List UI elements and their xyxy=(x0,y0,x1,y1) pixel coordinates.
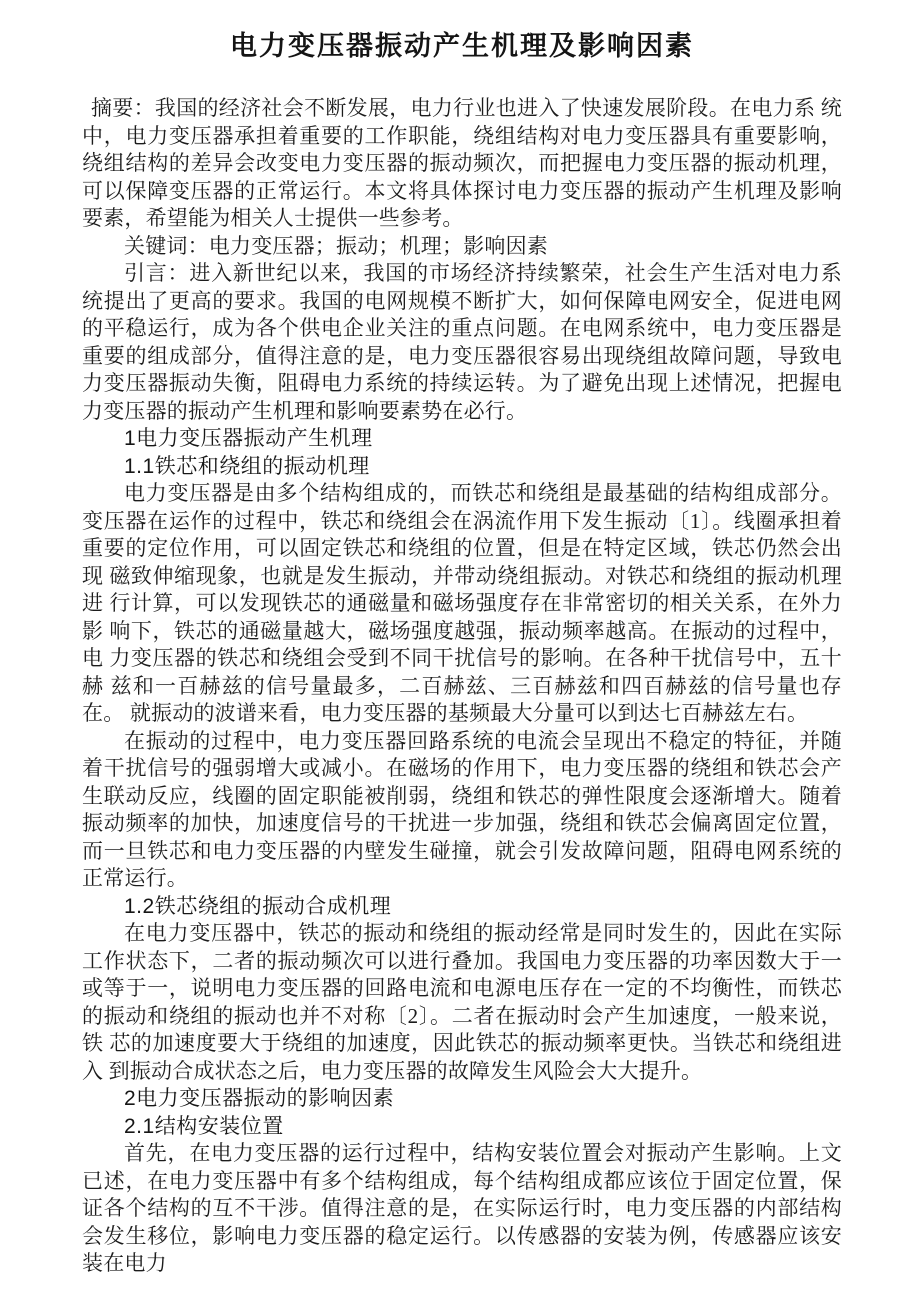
paragraph-introduction: 引言：进入新世纪以来，我国的市场经济持续繁荣，社会生产生活对电力系 统提出了更高的要求。我国的电网规模不断扩大，如何保障电网安全，促进电网 的平稳运行，成为各个供电企业关注的重点问题。在电网系统中，电力变压器是 重要的组成部分，值得注意的是，电力变压器很容易出现绕组故障问题，导致电 力变压器振动失衡，阻碍电力系统的持续运转。为了避免出现上述情况，把握电 力变压器的振动产生机理和影响要素势在必行。 xyxy=(82,261,842,423)
paragraph-vibration-synthesis: 在电力变压器中，铁芯的振动和绕组的振动经常是同时发生的，因此在实际 工作状态下，二者的振动频次可以进行叠加。我国电力变压器的功率因数大于一 或等于一，说明电力变压器的回路电流和电源电压存在一定的不均衡性，而铁芯 的振动和绕组的振动也并不对称〔2〕。二者在振动时会产生加速度，一般来说，铁 芯的加速度要大于绕组的加速度，因此铁芯的振动频率更快。当铁芯和绕组进入 到振动合成状态之后，电力变压器的故障发生风险会大大提升。 xyxy=(82,921,842,1083)
paragraph-core-winding-vibration: 电力变压器是由多个结构组成的，而铁芯和绕组是最基础的结构组成部分。 变压器在运作的过程中，铁芯和绕组会在涡流作用下发生振动〔1〕。线圈承担着重要的定位作用，可以固定铁芯和绕组的位置，但是在特定区域，铁芯仍然会出现 磁致伸缩现象，也就是发生振动，并带动绕组振动。对铁芯和绕组的振动机理进 行计算，可以发现铁芯的通磁量和磁场强度存在非常密切的相关关系，在外力影 响下，铁芯的通磁量越大，磁场强度越强，振动频率越高。在振动的过程中，电 力变压器的铁芯和绕组会受到不同干扰信号的影响。在各种干扰信号中，五十赫 兹和一百赫兹的信号量最多，二百赫兹、三百赫兹和四百赫兹的信号量也存在。 就振动的波谱来看，电力变压器的基频最大分量可以到达七百赫兹左右。 xyxy=(82,481,842,725)
document-body xyxy=(82,95,842,1278)
heading-section-1-1: 1.1铁芯和绕组的振动机理 xyxy=(124,454,370,478)
paragraph-keywords: 关键词：电力变压器；振动；机理；影响因素 xyxy=(124,233,548,258)
paragraph-vibration-current: 在振动的过程中，电力变压器回路系统的电流会呈现出不稳定的特征，并随 着干扰信号的强弱增大或减小。在磁场的作用下，电力变压器的绕组和铁芯会产 生联动反应，线圈的固定职能被削弱，绕组和铁芯的弹性限度会逐渐增大。随着 振动频率的加快，加速度信号的干扰进一步加强，绕组和铁芯会偏离固定位置， 而一旦铁芯和电力变压器的内壁发生碰撞，就会引发故障问题，阻碍电网系统的 正常运行。 xyxy=(82,728,842,890)
heading-section-1: 1电力变压器振动产生机理 xyxy=(124,427,373,450)
heading-section-2-1: 2.1结构安装位置 xyxy=(124,1114,284,1138)
heading-section-1-2: 1.2铁芯绕组的振动合成机理 xyxy=(124,894,392,918)
heading-section-2: 2电力变压器振动的影响因素 xyxy=(124,1087,395,1110)
paragraph-installation-position: 首先，在电力变压器的运行过程中，结构安装位置会对振动产生影响。上文 已述，在电力变压器中有多个结构组成，每个结构组成都应该位于固定位置，保 证各个结构的互不干涉。值得注意的是，在实际运行时，电力变压器的内部结构 会发生移位，影响电力变压器的稳定运行。以传感器的安装为例，传感器应该安 装在电力 xyxy=(82,1141,842,1275)
paragraph-abstract: 摘要：我国的经济社会不断发展，电力行业也进入了快速发展阶段。在电力系 统中，电力变压器承担着重要的工作职能，绕组结构对电力变压器具有重要影响，绕组结构的差异会改变电力变压器的振动频次，而把握电力变压器的振动机理， 可以保障变压器的正常运行。本文将具体探讨电力变压器的振动产生机理及影响 要素，希望能为相关人士提供一些参考。 xyxy=(82,96,842,230)
document-title: 电力变压器振动产生机理及影响因素 xyxy=(230,31,694,61)
